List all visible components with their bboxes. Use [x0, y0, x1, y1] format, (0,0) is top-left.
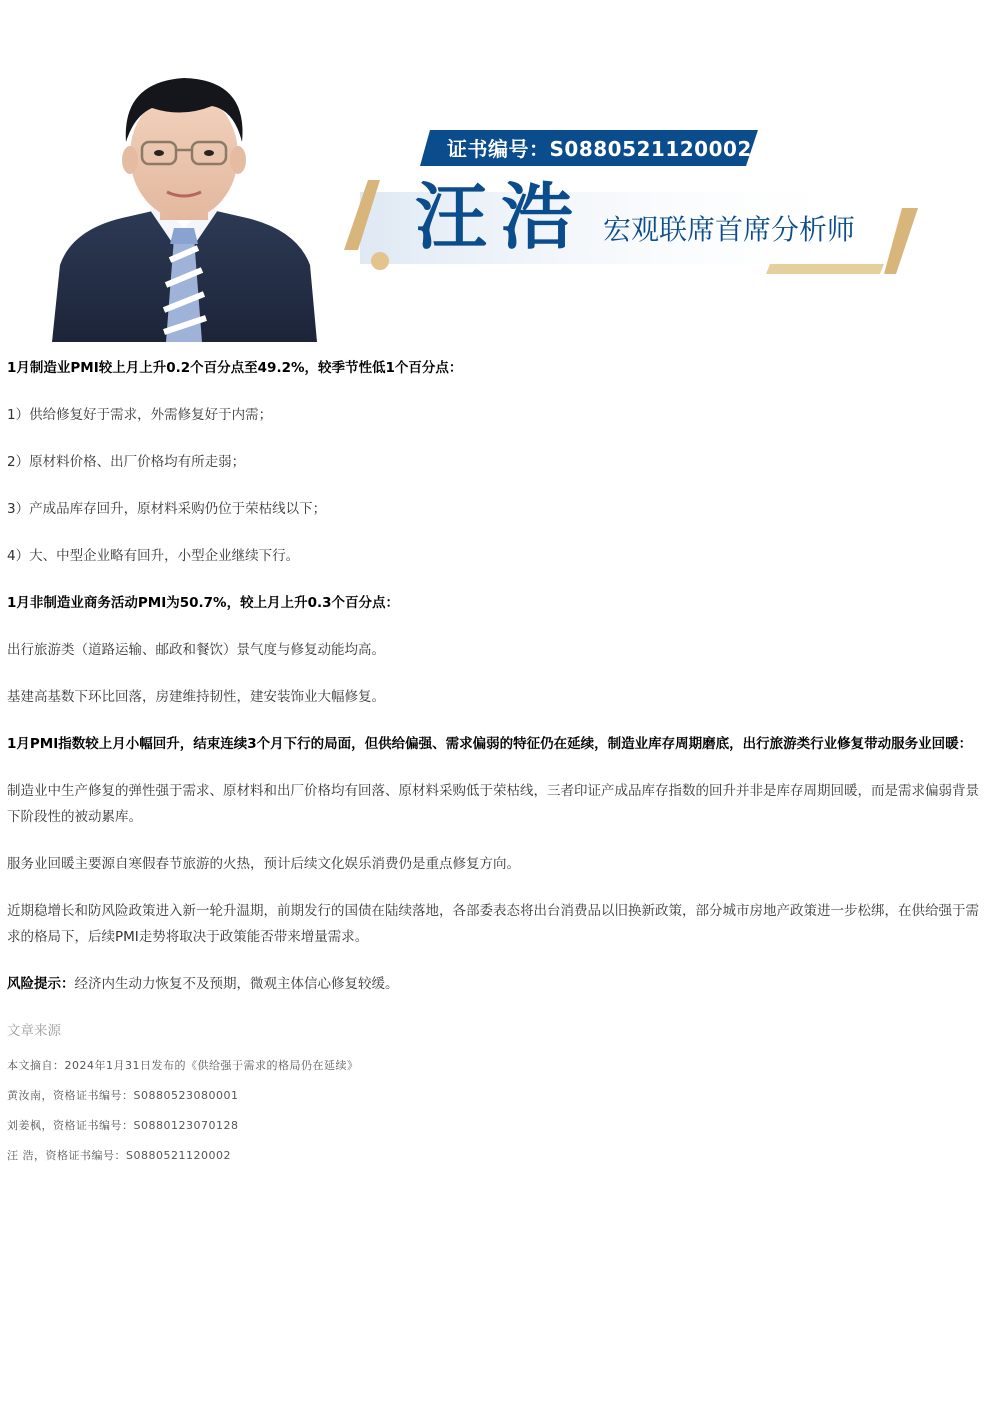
paragraph-travel: 出行旅游类（道路运输、邮政和餐饮）景气度与修复动能均高。	[7, 642, 385, 658]
section-heading-non-manufacturing: 1月非制造业商务活动PMI为50.7%，较上月上升0.3个百分点：	[7, 595, 399, 611]
analyst-portrait	[52, 60, 317, 342]
paragraph-manufacturing-analysis: 制造业中生产修复的弹性强于需求、原材料和出厂价格均有回落、原材料采购低于荣枯线，三者印证产成品库存指数的回升并非是库存周期回暖，而是需求偏弱背景下阶段性的被动累库。	[7, 783, 979, 825]
point-3: 3）产成品库存回升，原材料采购仍位于荣枯线以下；	[7, 501, 327, 517]
source-author: 黄汝南，资格证书编号：S0880523080001	[7, 1089, 239, 1102]
source-author: 刘姜枫，资格证书编号：S0880123070128	[7, 1119, 239, 1132]
certificate-number: 证书编号：S0880521120002	[447, 137, 752, 161]
risk-label: 风险提示：	[7, 976, 75, 992]
point-1: 1）供给修复好于需求，外需修复好于内需；	[7, 407, 273, 423]
analyst-name: 汪浩	[415, 174, 588, 259]
source-author: 汪 浩，资格证书编号：S0880521120002	[7, 1149, 231, 1162]
source-origin: 本文摘自：2024年1月31日发布的《供给强于需求的格局仍在延续》	[7, 1059, 359, 1072]
point-4: 4）大、中型企业略有回升，小型企业继续下行。	[7, 548, 300, 564]
risk-text: 经济内生动力恢复不及预期，微观主体信心修复较缓。	[74, 976, 399, 992]
source-heading: 文章来源	[7, 1023, 61, 1039]
paragraph-policy-outlook: 近期稳增长和防风险政策进入新一轮升温期，前期发行的国债在陆续落地，各部委表态将出台消费品以旧换新政策，部分城市房地产政策进一步松绑，在供给强于需求的格局下，后续PMI走势将取决于政策能否带来增量需求。	[7, 903, 979, 945]
section-heading-summary: 1月PMI指数较上月小幅回升，结束连续3个月下行的局面，但供给偏强、需求偏弱的特征仍在延续，制造业库存周期磨底，出行旅游类行业修复带动服务业回暖：	[7, 736, 973, 752]
point-2: 2）原材料价格、出厂价格均有所走弱；	[7, 454, 246, 470]
analyst-title: 宏观联席首席分析师	[603, 213, 856, 246]
paragraph-services-analysis: 服务业回暖主要源自寒假春节旅游的火热，预计后续文化娱乐消费仍是重点修复方向。	[7, 856, 520, 872]
article-body	[7, 355, 987, 1178]
risk-warning	[7, 971, 987, 997]
analyst-header	[0, 0, 992, 345]
section-heading-manufacturing: 1月制造业PMI较上月上升0.2个百分点至49.2%，较季节性低1个百分点：	[7, 360, 463, 376]
paragraph-construction: 基建高基数下环比回落，房建维持韧性，建安装饰业大幅修复。	[7, 689, 385, 705]
